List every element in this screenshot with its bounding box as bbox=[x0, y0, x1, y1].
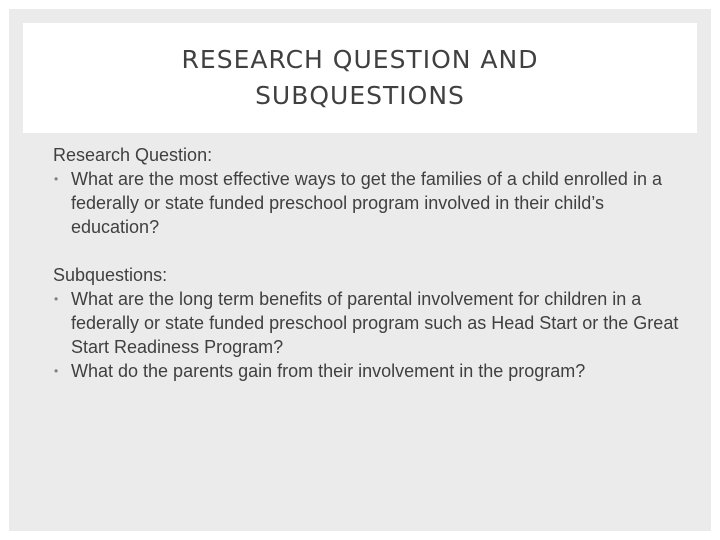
bullet-icon: • bbox=[54, 292, 59, 306]
list-item-text: What do the parents gain from their involvement in the program? bbox=[71, 361, 586, 381]
slide bbox=[9, 9, 711, 531]
bullet-icon: • bbox=[54, 172, 59, 186]
spacer bbox=[53, 239, 693, 263]
title-box bbox=[23, 23, 697, 133]
subquestions-heading: Subquestions: bbox=[53, 265, 168, 285]
bullet-icon: • bbox=[54, 364, 59, 378]
slide-content bbox=[53, 143, 693, 383]
slide-title: RESEARCH QUESTION AND SUBQUESTIONS bbox=[181, 45, 539, 110]
list-item bbox=[53, 167, 693, 239]
list-item bbox=[53, 287, 693, 359]
list-item-text: What are the most effective ways to get the families of a child enrolled in a federally or state funded preschool program involved in their child’s education? bbox=[71, 169, 662, 237]
research-question-heading: Research Question: bbox=[53, 145, 213, 165]
subquestions-list bbox=[53, 287, 693, 383]
list-item bbox=[53, 359, 693, 383]
research-question-list bbox=[53, 167, 693, 239]
list-item-text: What are the long term benefits of parental involvement for children in a federally or state funded preschool program such as Head Start or the Great Start Readiness Program? bbox=[71, 289, 679, 357]
